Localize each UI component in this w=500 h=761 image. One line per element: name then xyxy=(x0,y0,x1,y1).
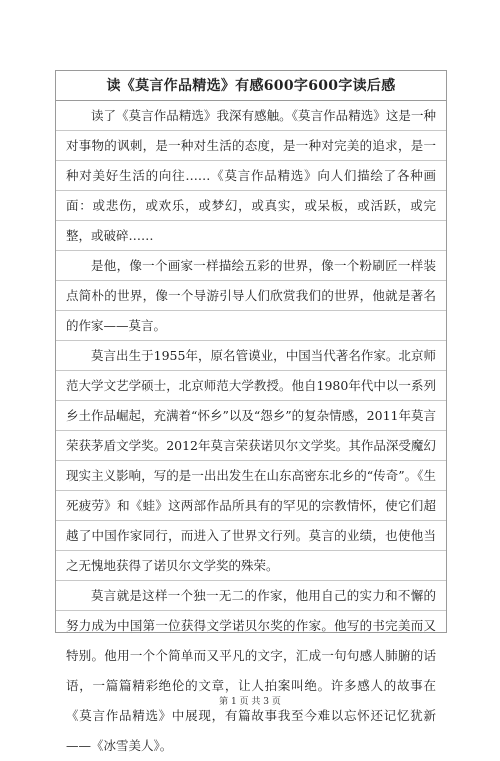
paragraph-4: 莫言就是这样一个独一无二的作家，他用自己的实力和不懈的努力成为中国第一位获得文学诺贝尔奖的作家。他写的书完美而又特别。他用一个个简单而又平凡的文字，汇成一句句感人肺腑的话语，一篇篇精彩绝伦的文章，让人拍案叫绝。许多感人的故事在《莫言作品精选》中展现，有篇故事我至今难以忘怀还记忆犹新——《冰雪美人》。 xyxy=(66,588,436,753)
essay-body xyxy=(56,101,446,761)
paragraph-2: 是他，像一个画家一样描绘五彩的世界，像一个粉刷匠一样装点简朴的世界，像一个导游引导人们欣赏我们的世界，他就是著名的作家——莫言。 xyxy=(66,258,436,333)
paragraph-3: 莫言出生于1955年，原名管谟业，中国当代著名作家。北京师范大学文艺学硕士，北京师范大学教授。他自1980年代中以一系列乡土作品崛起，充满着“怀乡”以及“怨乡”的复杂情感，2011年莫言荣获茅盾文学奖。2012年莫言荣获诺贝尔文学奖。其作品深受魔幻现实主义影响，写的是一出出发生在山东高密东北乡的“传奇”。《生死疲劳》和《蛙》这两部作品所具有的罕见的宗教情怀，使它们超越了中国作家同行，而进入了世界文行列。莫言的业绩，也使他当之无愧地获得了诺贝尔文学奖的殊荣。 xyxy=(66,348,436,573)
paragraph-1: 读了《莫言作品精选》我深有感触。《莫言作品精选》这是一种对事物的讽刺，是一种对生活的态度，是一种对完美的追求，是一种对美好生活的向往……《莫言作品精选》向人们描绘了各种画面：或悲伤，或欢乐，或梦幻，或真实，或呆板，或活跃，或完整，或破碎…… xyxy=(66,108,436,243)
essay-title: 读《莫言作品精选》有感600字600字读后感 xyxy=(56,71,446,101)
page-number: 第 1 页 共 3 页 xyxy=(219,697,281,707)
